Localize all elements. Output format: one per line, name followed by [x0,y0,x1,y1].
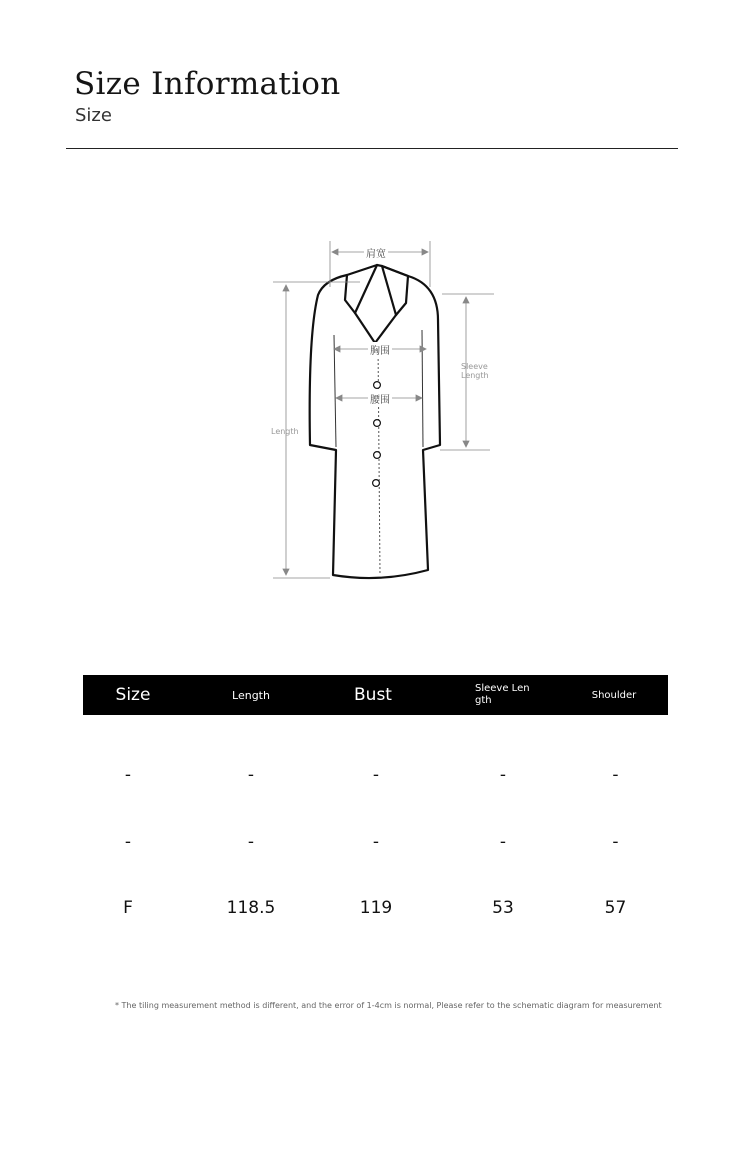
divider [66,148,678,149]
cell-length: - [247,832,255,852]
size-table-header [83,675,668,715]
header-shoulder: Shoulder [591,689,637,701]
chest-label: 胸围 [368,342,392,357]
cell-sleeve-length: 53 [492,898,514,918]
sleeve-length-label-line2: Length [461,371,489,380]
cell-shoulder: 57 [604,898,627,918]
measurement-note: * The tiling measurement method is different, and the error of 1-4cm is normal, Please refer to the schematic diagram for measurement [115,1001,662,1010]
length-label: Length [271,427,299,436]
table-row [83,893,668,923]
cell-size: F [123,898,133,918]
shoulder-label: 肩宽 [364,245,388,260]
table-row [83,827,668,857]
cell-shoulder: - [612,832,619,852]
cell-size: - [124,765,132,785]
header-bust: Bust [354,685,392,705]
sleeve-length-label-line1: Sleeve [461,362,488,371]
cell-sleeve-length: - [499,832,507,852]
table-row [83,760,668,790]
cell-length: - [247,765,255,785]
coat-illustration [250,225,510,595]
coat-measurement-diagram [250,225,510,595]
cell-shoulder: - [612,765,619,785]
waist-label: 腰围 [368,391,392,406]
header-size: Size [115,685,151,705]
page-title: Size Information [74,66,341,102]
cell-size: - [124,832,132,852]
page-subtitle: Size [75,105,112,126]
header-length: Length [232,688,270,702]
cell-bust: 119 [359,898,393,918]
cell-length: 118.5 [226,898,276,918]
cell-bust: - [372,832,380,852]
cell-bust: - [372,765,380,785]
header-sleeve-length: Sleeve Length [475,683,530,706]
cell-sleeve-length: - [499,765,507,785]
